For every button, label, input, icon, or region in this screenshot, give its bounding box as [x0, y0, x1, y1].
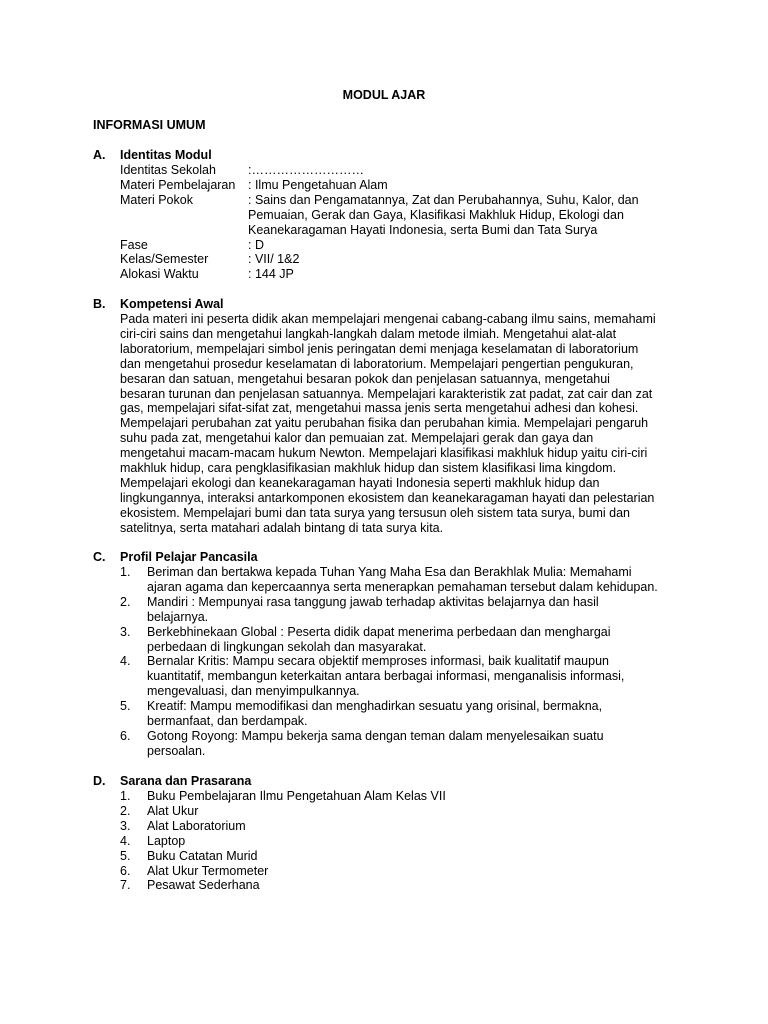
identity-row [120, 267, 680, 282]
item-number: 1. [120, 789, 131, 803]
item-line: Kreatif: Mampu memodifikasi dan menghadirkan sesuatu yang orisinal, bermakna, [147, 699, 603, 714]
identity-value: : 144 JP [248, 267, 294, 282]
list-item [120, 878, 680, 893]
list-item [120, 834, 680, 849]
paragraph-line: lingkungannya, interaksi antarkomponen ekosistem dan keanekaragaman hayati dan pelestarian [120, 490, 655, 505]
identity-label: Fase [120, 237, 148, 252]
item-line: persoalan. [147, 743, 206, 758]
identity-row [120, 193, 680, 238]
paragraph-line: satelitnya, serta matahari adalah bintang di tata surya kita. [120, 520, 444, 535]
identity-row [120, 238, 680, 253]
identity-label: Materi Pokok [120, 192, 193, 207]
section-title: Identitas Modul [120, 148, 212, 162]
item-number: 2. [120, 594, 131, 609]
item-number: 7. [120, 878, 131, 893]
list-item [120, 565, 680, 595]
paragraph-line: ekosistem. Mempelajari bumi dan tata surya yang tersusun oleh sistem tata surya, bumi dan [120, 505, 630, 520]
item-text: Alat Ukur Termometer [147, 863, 269, 878]
item-text [147, 625, 680, 655]
document-title: MODUL AJAR [342, 88, 426, 102]
section-letter: B. [93, 297, 106, 311]
list-item [120, 819, 680, 834]
identity-label: Alokasi Waktu [120, 267, 199, 282]
item-line: mengevaluasi, dan menyimpulkannya. [147, 684, 360, 699]
identity-value: :……………………… [248, 163, 364, 177]
paragraph-line: laboratorium, mempelajari simbol jenis peringatan demi menjaga keselamatan di laboratorium [120, 341, 639, 356]
item-text [147, 565, 680, 595]
item-number: 5. [120, 848, 131, 863]
item-line: Mandiri : Mempunyai rasa tanggung jawab terhadap aktivitas belajarnya dan hasil [147, 594, 599, 609]
item-number: 4. [120, 833, 131, 848]
section-letter: D. [93, 774, 106, 788]
identity-label: Identitas Sekolah [120, 163, 216, 177]
item-line: Gotong Royong: Mampu bekerja sama dengan teman dalam menyelesaikan suatu [147, 728, 604, 743]
list-item [120, 595, 680, 625]
paragraph-line: dan mengetahui prosedur keselamatan di laboratorium. Mempelajari pengertian pengukuran, [120, 356, 634, 371]
section-letter: A. [93, 148, 106, 162]
section-title: Kompetensi Awal [120, 297, 224, 311]
paragraph-line: besaran turunan dan penjelasan satuannya. Mempelajari karakteristik zat padat, zat cair dan zat [120, 386, 653, 401]
identity-value: : Ilmu Pengetahuan Alam [248, 177, 388, 192]
paragraph-line: ciri-ciri sains dan mengetahui langkah-langkah dalam metode ilmiah. Mengetahui alat-alat [120, 326, 617, 341]
identity-value: : Sains dan Pengamatannya, Zat dan Perubahannya, Suhu, Kalor, dan Pemuaian, Gerak dan Gaya, Klasifikasi Makhluk Hidup, Ekologi dan Keanekaragaman Hayati Indonesia, serta Bumi dan Tata Surya [248, 192, 639, 237]
profile-list [120, 565, 680, 759]
paragraph-line: gas, mempelajari sifat-sifat zat, mengetahui massa jenis serta mengetahui adhesi dan kohesi. [120, 401, 639, 416]
general-info-heading: INFORMASI UMUM [93, 118, 206, 132]
paragraph-line: suhu pada zat, mengetahui kalor dan pemuaian zat. Mempelajari gerak dan gaya dan [120, 431, 594, 446]
item-number: 3. [120, 818, 131, 833]
list-item [120, 729, 680, 759]
item-number: 3. [120, 624, 131, 639]
list-item [120, 804, 680, 819]
identity-row [120, 252, 680, 267]
item-text [147, 699, 680, 729]
item-text [147, 729, 680, 759]
paragraph-line: makhluk hidup, cara pengklasifikasian makhluk hidup dan sistem klasifikasi lima kingdom. [120, 461, 617, 476]
item-line: kuantitatif, membangun keterkaitan antara berbagai informasi, menganalisis informasi, [147, 669, 625, 684]
item-number: 6. [120, 728, 131, 743]
item-number: 2. [120, 803, 131, 818]
item-line: belajarnya. [147, 609, 209, 624]
item-text: Laptop [147, 833, 186, 848]
paragraph-line: Pada materi ini peserta didik akan mempelajari mengenai cabang-cabang ilmu sains, memahami [120, 312, 656, 326]
facilities-list [120, 789, 680, 893]
identity-row [120, 178, 680, 193]
list-item [120, 789, 680, 804]
list-item [120, 625, 680, 655]
list-item [120, 864, 680, 879]
item-line: perbedaan di lingkungan sekolah dan masyarakat. [147, 639, 427, 654]
paragraph-line: mengetahui macam-macam hukum Newton. Mempelajari klasifikasi makhluk hidup yaitu ciri-ciri [120, 446, 648, 461]
item-number: 5. [120, 699, 131, 714]
item-line: bermanfaat, dan berdampak. [147, 714, 308, 729]
item-line: Beriman dan bertakwa kepada Tuhan Yang Maha Esa dan Berakhlak Mulia: Memahami [147, 565, 632, 579]
section-title: Profil Pelajar Pancasila [120, 550, 258, 564]
item-text: Buku Catatan Murid [147, 848, 258, 863]
identity-label: Materi Pembelajaran [120, 177, 236, 192]
item-text: Pesawat Sederhana [147, 878, 260, 893]
item-text [147, 595, 680, 625]
item-number: 1. [120, 565, 131, 579]
section-letter: C. [93, 550, 106, 564]
list-item [120, 699, 680, 729]
list-item [120, 849, 680, 864]
item-text: Alat Laboratorium [147, 818, 246, 833]
item-line: Berkebhinekaan Global : Peserta didik dapat menerima perbedaan dan menghargai [147, 624, 611, 639]
paragraph-line: besaran dan satuan, mengetahui besaran pokok dan penjelasan satuannya, mengetahui [120, 371, 610, 386]
identity-table [120, 163, 680, 282]
paragraph-line: Mempelajari perubahan zat yaitu perubahan fisika dan perubahan kimia. Mempelajari pengaruh [120, 416, 649, 431]
item-text [147, 654, 680, 699]
item-line: Bernalar Kritis: Mampu secara objektif memproses informasi, baik kualitatif maupun [147, 654, 609, 669]
item-number: 4. [120, 654, 131, 669]
list-item [120, 654, 680, 699]
item-number: 6. [120, 863, 131, 878]
identity-label: Kelas/Semester [120, 252, 209, 267]
competency-paragraph [120, 312, 680, 536]
item-text: Buku Pembelajaran Ilmu Pengetahuan Alam Kelas VII [147, 789, 446, 803]
paragraph-line: Mempelajari ekologi dan keanekaragaman hayati Indonesia seperti makhluk hidup dan [120, 475, 600, 490]
section-title: Sarana dan Prasarana [120, 774, 252, 788]
identity-row [120, 163, 680, 178]
item-text: Alat Ukur [147, 803, 199, 818]
identity-value: : VII/ 1&2 [248, 252, 300, 267]
identity-value: : D [248, 237, 264, 252]
item-line: ajaran agama dan kepercaannya serta menerapkan pemahaman tersebut dalam kehidupan. [147, 579, 658, 594]
